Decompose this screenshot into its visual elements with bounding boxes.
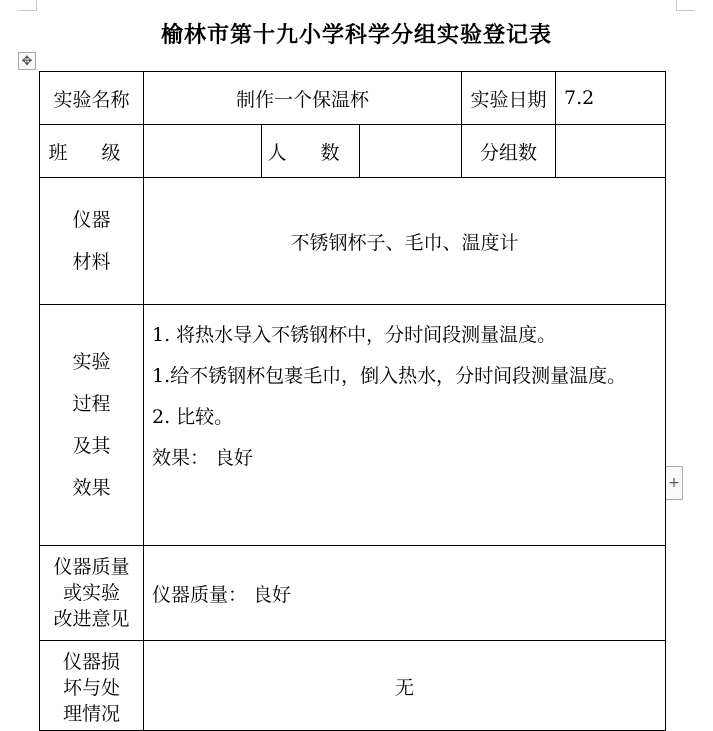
groups-label: 分组数 <box>462 125 556 178</box>
table-row <box>40 546 666 641</box>
people-label <box>262 125 360 178</box>
process-steps[interactable] <box>144 305 666 546</box>
quality-label-line: 或实验 <box>62 582 120 604</box>
add-column-icon[interactable]: + <box>665 466 683 500</box>
experiment-name-label: 实验名称 <box>40 72 144 125</box>
damage-value[interactable]: 无 <box>144 641 666 731</box>
quality-label <box>40 546 144 641</box>
materials-label <box>40 178 144 305</box>
table-row <box>40 305 666 546</box>
experiment-record-table <box>39 71 666 731</box>
damage-label <box>40 641 144 731</box>
quality-value[interactable]: 仪器质量： 良好 <box>144 546 666 641</box>
experiment-date-label: 实验日期 <box>462 72 556 125</box>
quality-label-line: 改进意见 <box>53 608 130 630</box>
class-label <box>40 125 144 178</box>
materials-label-line: 材料 <box>72 251 111 273</box>
class-value[interactable] <box>144 125 262 178</box>
damage-label-line: 坏与处 <box>62 677 120 699</box>
process-label-line: 过程 <box>72 393 111 415</box>
table-row <box>40 641 666 731</box>
experiment-name-value[interactable]: 制作一个保温杯 <box>144 72 462 125</box>
process-label-line: 实验 <box>72 351 111 373</box>
quality-label-line: 仪器质量 <box>53 556 130 578</box>
process-label-line: 及其 <box>72 435 111 457</box>
table-row <box>40 125 666 178</box>
process-label <box>40 305 144 546</box>
page-corner-mark-right <box>676 0 695 11</box>
process-label-line: 效果 <box>72 477 111 499</box>
process-step: 2. 比较。 <box>152 406 234 428</box>
table-row <box>40 72 666 125</box>
process-step: 1.给不锈钢杯包裹毛巾，倒入热水，分时间段测量温度。 <box>152 365 627 387</box>
class-label-text: 班 级 <box>48 141 135 164</box>
process-step: 效果： 良好 <box>152 447 254 469</box>
groups-value[interactable] <box>556 125 666 178</box>
experiment-date-value[interactable]: 7.2 <box>556 72 666 125</box>
people-label-text: 人 数 <box>267 141 354 164</box>
table-move-handle-icon[interactable]: ✥ <box>18 52 36 70</box>
process-step: 1. 将热水导入不锈钢杯中，分时间段测量温度。 <box>152 324 557 346</box>
document-title: 榆林市第十九小学科学分组实验登记表 <box>160 22 552 48</box>
damage-label-line: 理情况 <box>62 703 120 725</box>
table-row <box>40 178 666 305</box>
damage-label-line: 仪器损 <box>62 651 120 673</box>
materials-label-line: 仪器 <box>72 209 111 231</box>
people-value[interactable] <box>360 125 462 178</box>
page-corner-mark-left <box>18 0 37 11</box>
materials-value[interactable]: 不锈钢杯子、毛巾、温度计 <box>144 178 666 305</box>
